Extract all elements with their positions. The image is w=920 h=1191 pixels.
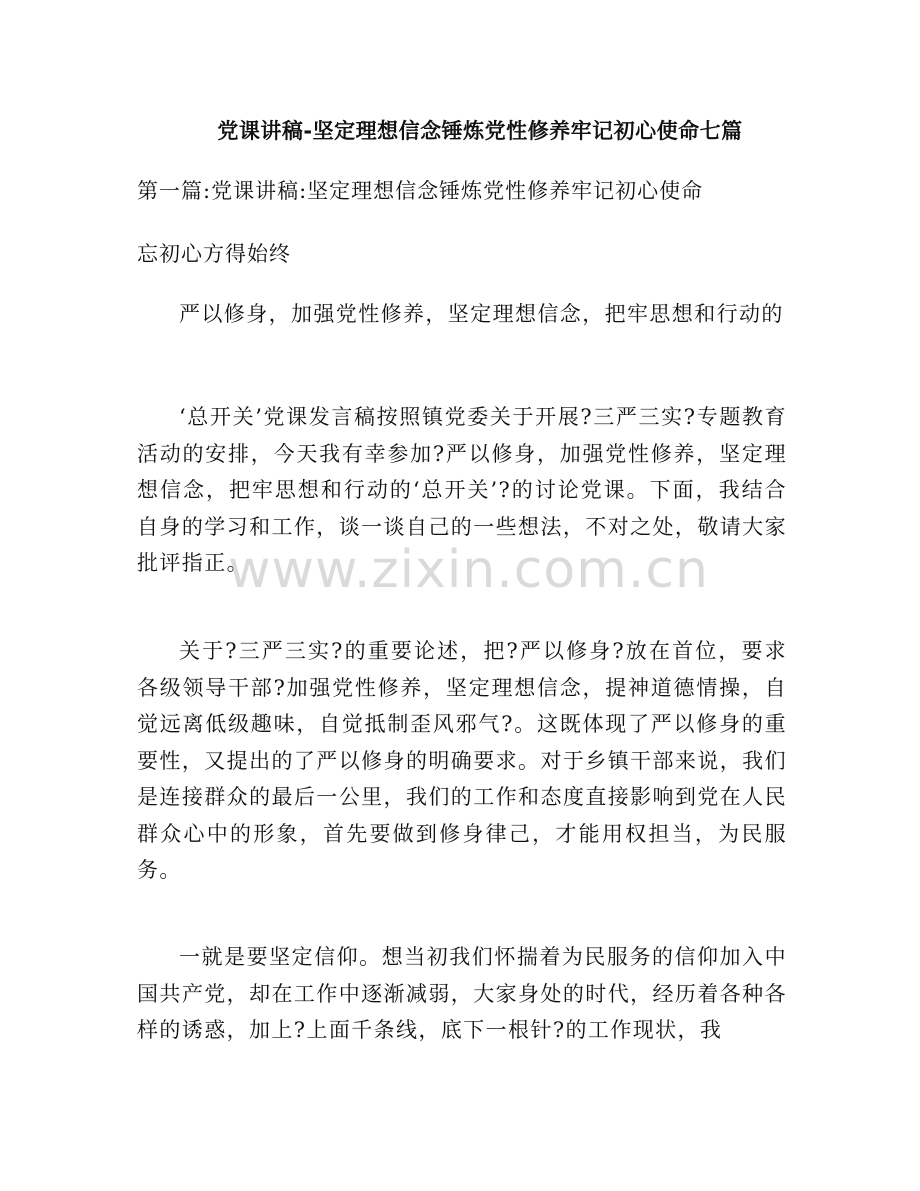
- section-heading: 第一篇:党课讲稿:坚定理想信念锤炼党性修养牢记初心使命: [137, 179, 704, 203]
- intro-paragraph: 严以修身，加强党性修养，坚定理想信念，把牢思想和行动的: [179, 302, 784, 326]
- body-paragraph-3: 一就是要坚定信仰。想当初我们怀揣着为民服务的信仰加入中国共产党，却在工作中逐渐减弱，大家身处的时代，经历着各种各样的诱惑，加上?上面千条线，底下一根针?的工作现状，我: [137, 945, 787, 1042]
- section-subheading: 忘初心方得始终: [137, 242, 291, 266]
- document-title: 党课讲稿-坚定理想信念锤炼党性修养牢记初心使命七篇: [217, 119, 743, 143]
- body-paragraph-2: 关于?三严三实?的重要论述，把?严以修身?放在首位，要求各级领导干部?加强党性修养，坚定理想信念，提神道德情操，自觉远离低级趣味，自觉抵制歪风邪气?。这既体现了严以修身的重要性，又提出的了严以修身的明确要求。对于乡镇干部来说，我们是连接群众的最后一公里，我们的工作和态度直接影响到党在人民群众心中的形象，首先要做到修身律己，才能用权担当，为民服务。: [137, 639, 787, 882]
- body-paragraph-1: ‘总开关’党课发言稿按照镇党委关于开展?三严三实?专题教育活动的安排，今天我有幸参加?严以修身，加强党性修养，坚定理想信念，把牢思想和行动的‘总开关’?的讨论党课。下面，我结合自身的学习和工作，谈一谈自己的一些想法，不对之处，敬请大家批评指正。: [137, 405, 787, 575]
- watermark-text: www.zixin.com.cn: [228, 540, 709, 600]
